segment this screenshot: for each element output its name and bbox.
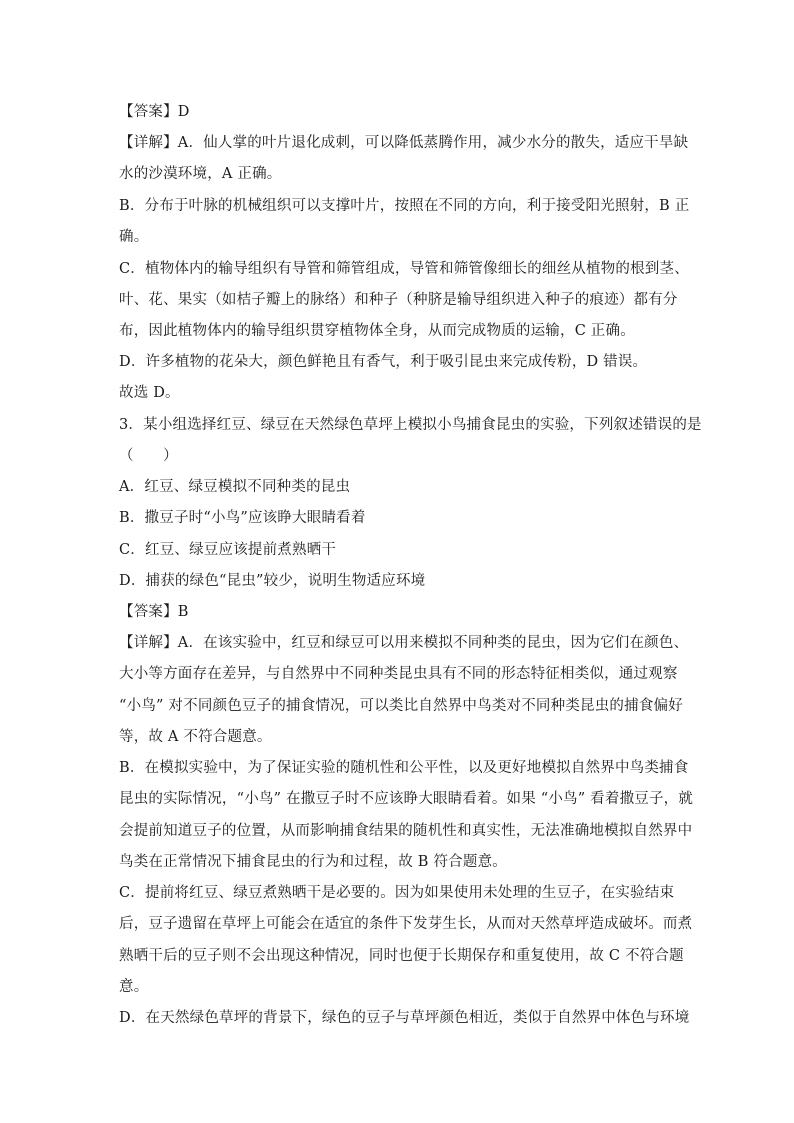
explanation-c-q3: C．提前将红豆、绿豆煮熟晒干是必要的。因为如果使用未处理的生豆子，在实验结束 [119,885,675,901]
question-3-stem: 3．某小组选择红豆、绿豆在天然绿色草坪上模拟小鸟捕食昆虫的实验，下列叙述错误的是 [119,417,702,433]
explanation-text-line: 布，因此植物体内的输导组织贯穿植物体全身，从而完成物质的运输，C 正确。 [119,323,635,339]
explanation-text-line: 水的沙漠环境，A 正确。 [119,166,282,182]
explanation-text-line: 后，豆子遗留在草坪上可能会在适宜的条件下发芽生长，从而对天然草坪造成破坏。而煮 [119,916,693,932]
explanation-text-line: 昆虫的实际情况，“小鸟” 在撒豆子时不应该睁大眼睛看着。如果 “小鸟” 看着撒豆子，就 [119,791,694,807]
explanation-a-q2: 【详解】A．仙人掌的叶片退化成刺，可以降低蒸腾作用，减少水分的散失，适应干旱缺 [119,135,689,151]
explanation-d-q3: D．在天然绿色草坪的背景下，绿色的豆子与草坪颜色相近，类似于自然界中体色与环境 [119,1010,690,1026]
explanation-text-line: 熟晒干后的豆子则不会出现这种情况，同时也便于长期保存和重复使用，故 C 不符合题 [119,948,684,964]
explanation-text-line: 等，故 A 不符合题意。 [119,729,272,745]
explanation-d-q2: D．许多植物的花朵大，颜色鲜艳且有香气，利于吸引昆虫来完成传粉，D 错误。 [119,354,648,370]
explanation-text-line: 确。 [119,229,149,245]
explanation-b-q2: B．分布于叶脉的机械组织可以支撑叶片，按照在不同的方向，利于接受阳光照射，B 正 [119,198,690,214]
explanation-text-line: 叶、花、果实（如桔子瓣上的脉络）和种子（种脐是输导组织进入种子的痕迹）都有分 [119,292,678,308]
question-3-option-b: B．撒豆子时“小鸟”应该睁大眼睛看着 [119,510,366,526]
question-3-option-a: A．红豆、绿豆模拟不同种类的昆虫 [119,479,351,495]
explanation-b-q3: B．在模拟实验中，为了保证实验的随机性和公平性，以及更好地模拟自然界中鸟类捕食 [119,760,689,776]
explanation-text-line: 会提前知道豆子的位置，从而影响捕食结果的随机性和真实性，无法准确地模拟自然界中 [119,823,693,839]
question-3-option-d: D．捕获的绿色“昆虫”较少，说明生物适应环境 [119,573,426,589]
explanation-text-line: 大小等方面存在差异，与自然界中不同种类昆虫具有不同的形态特征相类似，通过观察 [119,666,678,682]
explanation-text-line: 鸟类在正常情况下捕食昆虫的行为和过程，故 B 符合题意。 [119,854,507,870]
answer-label-q3: 【答案】B [119,604,189,620]
question-3-blank: （ ） [119,448,178,464]
explanation-text-line: 意。 [119,979,149,995]
explanation-text-line: “小鸟” 对不同颜色豆子的捕食情况，可以类比自然界中鸟类对不同种类昆虫的捕食偏好 [119,698,683,714]
explanation-c-q2: C．植物体内的输导组织有导管和筛管组成，导管和筛管像细长的细丝从植物的根到茎、 [119,261,689,277]
conclusion-q2: 故选 D。 [119,385,180,401]
question-3-option-c: C．红豆、绿豆应该提前煮熟晒干 [119,542,337,558]
explanation-a-q3: 【详解】A．在该实验中，红豆和绿豆可以用来模拟不同种类的昆虫，因为它们在颜色、 [119,635,689,651]
answer-label-q2: 【答案】D [119,104,190,120]
